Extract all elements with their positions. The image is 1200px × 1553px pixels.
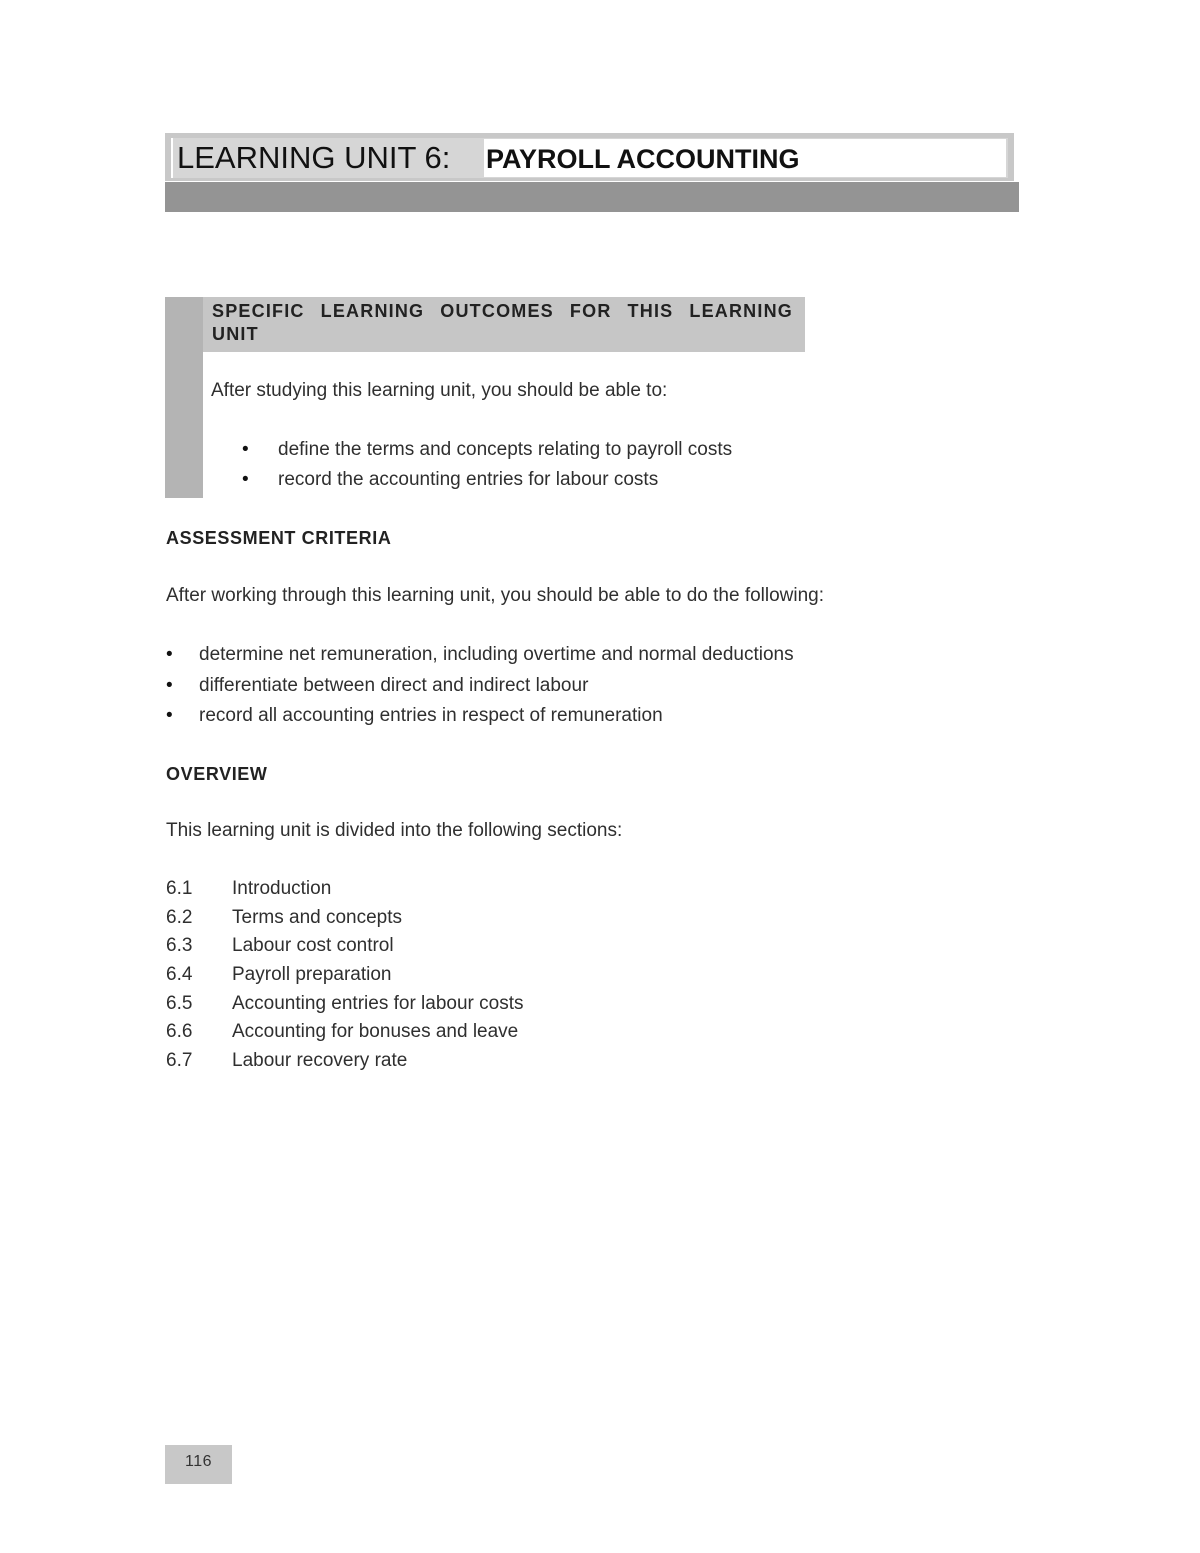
outcome-text: record the accounting entries for labour costs [278,469,659,490]
assessment-heading: ASSESSMENT CRITERIA [166,528,392,548]
assessment-intro: After working through this learning unit, you should be able to do the following: [166,585,825,606]
bullet-icon: • [166,705,173,726]
criteria-text: determine net remuneration, including overtime and normal deductions [199,644,794,665]
criteria-text: record all accounting entries in respect of remuneration [199,705,663,726]
section-title: Accounting for bonuses and leave [232,1021,519,1043]
bullet-icon: • [166,644,173,665]
unit-title: PAYROLL ACCOUNTING [486,144,800,174]
section-title: Payroll preparation [232,964,392,986]
section-number: 6.6 [166,1021,193,1043]
section-number: 6.4 [166,964,193,986]
page-number: 116 [184,1453,212,1470]
section-number: 6.2 [166,906,193,928]
bullet-icon: • [166,674,173,696]
criteria-text: differentiate between direct and indirect labour [199,674,589,696]
section-title: Terms and concepts [232,906,403,928]
outcome-text: define the terms and concepts relating to payroll costs [278,439,733,460]
section-number: 6.7 [166,1050,193,1072]
unit-number-label: LEARNING UNIT 6: [177,140,451,175]
section-title: Accounting entries for labour costs [232,992,524,1014]
title-underline-bar [165,182,1019,212]
section-title: Labour recovery rate [232,1050,408,1072]
bullet-icon: • [242,469,249,490]
bullet-icon: • [242,439,249,460]
section-number: 6.1 [166,878,193,899]
section-number: 6.5 [166,992,193,1014]
outcomes-heading: SPECIFIC LEARNING OUTCOMES FOR THIS LEARNING UNIT [212,301,793,344]
outcomes-intro: After studying this learning unit, you should be able to: [211,380,668,401]
section-title: Labour cost control [232,935,394,957]
overview-heading: OVERVIEW [166,764,268,784]
section-title: Introduction [232,878,332,899]
overview-intro: This learning unit is divided into the following sections: [166,820,623,841]
section-number: 6.3 [166,935,193,957]
outcomes-side-bar [165,297,203,498]
